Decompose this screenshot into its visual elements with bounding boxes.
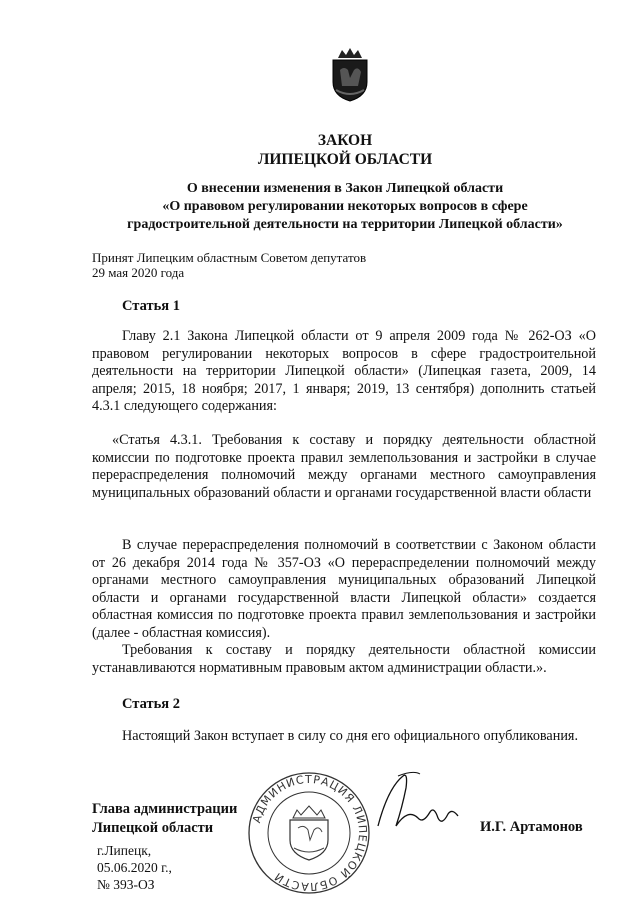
article1-paragraph2: «Статья 4.3.1. Требования к составу и порядку деятельности областной комиссии по подготовке проекта правил землепользования и застройки в случае перераспределения полномочий между органами местного самоуправления муниципальных образований области и органами государственной власти области [92, 432, 596, 501]
signatory-name: И.Г. Артамонов [480, 819, 583, 835]
signatory-position-line1: Глава администрации [92, 801, 238, 817]
adoption-info [92, 250, 366, 280]
law-title [90, 131, 600, 169]
article2-paragraph1: Настоящий Закон вступает в силу со дня его официального опубликования. [122, 728, 578, 744]
law-subtitle [90, 180, 600, 234]
article1-heading: Статья 1 [122, 298, 180, 314]
law-subtitle-line2: «О правовом регулировании некоторых вопросов в сфере [162, 199, 528, 214]
article2-heading: Статья 2 [122, 696, 180, 712]
adoption-date: 29 мая 2020 года [92, 265, 185, 280]
signatory-position-line2: Липецкой области [92, 820, 214, 836]
city: г.Липецк, [97, 843, 152, 858]
official-seal-stamp [246, 770, 372, 896]
signatory-position [92, 800, 237, 838]
article1-paragraph4: Требования к составу и порядку деятельности областной комиссии устанавливаются нормативным правовым актом администрации области.». [92, 642, 596, 676]
law-title-line1: ЗАКОН [317, 132, 373, 149]
article1-paragraph1: Главу 2.1 Закона Липецкой области от 9 апреля 2009 года № 262-ОЗ «О правовом регулировании некоторых вопросов в сфере градостроительной деятельности на территории Липецкой области» (Липецкая газета, 2009, 14 апреля; 2015, 18 ноября; 2017, 1 января; 2019, 13 сентября) дополнить статьей 4.3.1 следующего содержания: [92, 328, 596, 414]
law-title-line2: ЛИПЕЦКОЙ ОБЛАСТИ [257, 151, 433, 168]
publication-date: 05.06.2020 г., [97, 860, 172, 875]
law-number: № 393-ОЗ [97, 877, 155, 892]
adoption-line1: Принят Липецким областным Советом депутатов [92, 250, 367, 265]
svg-text:АДМИНИСТРАЦИЯ ЛИПЕЦКОЙ ОБЛАС: АДМИНИСТРАЦИЯ ЛИПЕЦКОЙ ОБЛАСТИ [250, 772, 370, 894]
law-subtitle-line3: градостроительной деятельности на территории Липецкой области» [127, 217, 563, 232]
law-subtitle-line1: О внесении изменения в Закон Липецкой области [186, 181, 504, 196]
article1-paragraph3: В случае перераспределения полномочий в соответствии с Законом области от 26 декабря 2014 года № 357-ОЗ «О перераспределении полномочий между органами местного самоуправления муниципальных образований Липецкой области и органами государственной власти Липецкой области» создается областная комиссия по подготовке проекта правил землепользования и застройки (далее - областная комиссия). [92, 537, 596, 641]
handwritten-signature [368, 768, 478, 838]
coat-of-arms-emblem [328, 46, 372, 102]
